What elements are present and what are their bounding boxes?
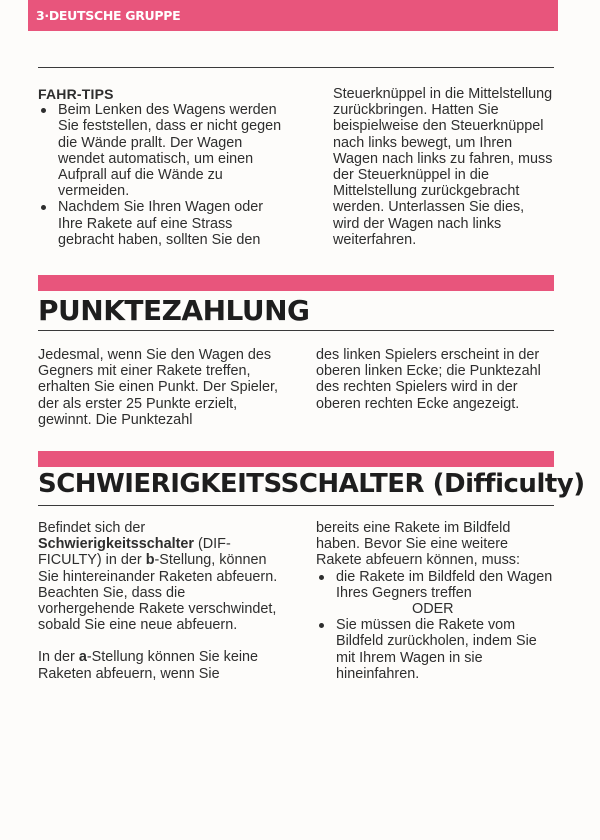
section-rule-top [38,67,554,68]
fahr-tips-heading: FAHR-TIPS [38,86,114,102]
section-band-schwierigkeit [38,451,554,467]
fahr-tips-right-column [333,86,553,248]
oder-label: ODER [412,601,454,618]
punktezahlung-left-text: Jedesmal, wenn Sie den Wagen des Gegners mit einer Rakete treffen, erhalten Sie einen Punkt. Der Spieler, der als erster 25 Punkte erzielt, gewinnt. Die Punktezahl [38,347,278,428]
fahr-tips-bullet-2: Nachdem Sie Ihren Wagen oder Ihre Rakete auf eine Strass gebracht haben, sollten Sie den [38,199,284,248]
schwierigkeit-title: SCHWIERIGKEITSSCHALTER (Difficulty) [38,469,585,499]
schwierigkeit-bullet-1-text: die Rakete im Bildfeld den Wagen Ihres Gegners treffen [336,568,553,601]
schwierigkeit-text: -Stellung können Sie keine Raketen abfeuern, wenn Sie [38,649,259,682]
schwierigkeit-text: -Stellung, können Sie hintereinander Raketen abfeuern. Beachten Sie, dass die vorhergehende Rakete verschwindet, sobald Sie eine neue abfeuern. [38,552,278,634]
page-header-title: 3·DEUTSCHE GRUPPE [36,8,181,23]
schwierigkeit-b-term: b [145,552,155,569]
fahr-tips-bullet-1: Beim Lenken des Wagens werden Sie feststellen, dass er nicht gegen die Wände prallt. Der Wagen wendet automatisch, um einen Aufprall auf die Wände zu vermeiden. [38,102,284,199]
schwierigkeit-text: In der [38,649,75,666]
schwierigkeit-left-paragraph-1 [38,520,284,633]
fahr-tips-list [38,102,284,248]
punktezahlung-left-column [38,347,284,428]
punktezahlung-right-column [316,347,560,412]
fahr-tips-left-column [38,86,284,248]
schwierigkeit-a-term: a [78,649,87,666]
section-rule-punktezahlung [38,330,554,331]
punktezahlung-title: PUNKTEZAHLUNG [38,294,310,327]
schwierigkeit-list [316,569,554,682]
section-rule-schwierigkeit [38,505,554,506]
schwierigkeit-right-intro: bereits eine Rakete im Bildfeld haben. Bevor Sie eine weitere Rakete abfeuern können, muss: [316,520,520,569]
schwierigkeit-bullet-2: Sie müssen die Rakete vom Bildfeld zurückholen, indem Sie mit Ihrem Wagen in sie hineinfahren. [316,617,554,682]
punktezahlung-right-text: des linken Spielers erscheint in der oberen linken Ecke; die Punktezahl des rechten Spielers wird in der oberen rechten Ecke angezeigt. [316,347,541,412]
schwierigkeit-left-column [38,520,284,682]
schwierigkeit-left-paragraph-2 [38,649,284,681]
schwierigkeit-text: (DIF-FICULTY) in der [38,536,231,569]
schwierigkeit-text: Befindet sich der [38,520,146,536]
section-band-punktezahlung [38,275,554,291]
schwierigkeit-bullet-1 [316,569,554,618]
schwierigkeit-right-column [316,520,554,682]
schwierigkeit-term: Schwierigkeitsschalter [38,536,194,553]
fahr-tips-right-text: Steuerknüppel in die Mittelstellung zurückbringen. Hatten Sie beispielweise den Steuerknüppel nach links bewegt, um Ihren Wagen nach links zu fahren, muss der Steuerknüppel in die Mittelstellung zurückgebracht werden. Unterlassen Sie dies, wird der Wagen nach links weiterfahren. [333,86,553,248]
